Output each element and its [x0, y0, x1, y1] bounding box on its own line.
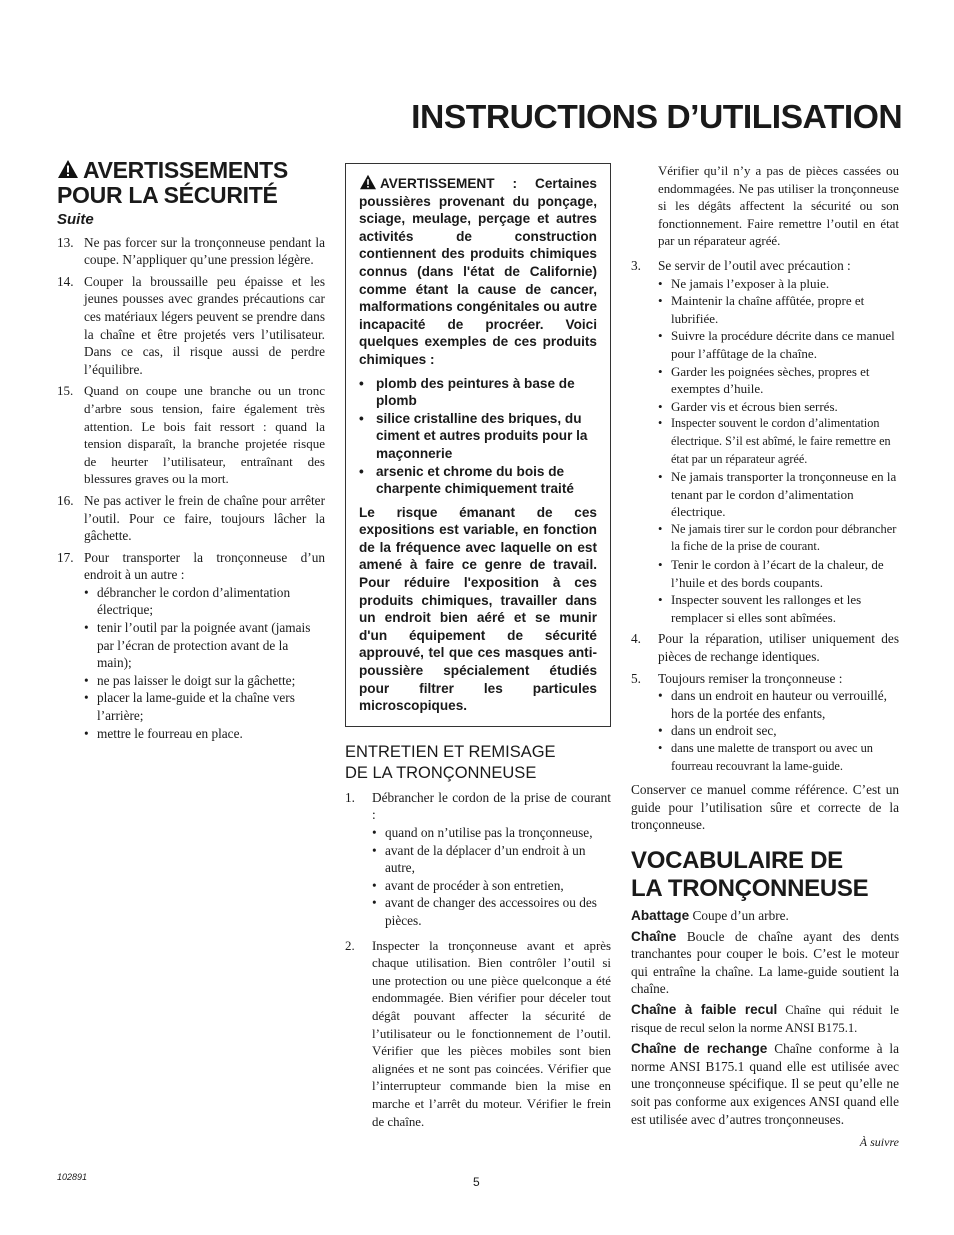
- vocab-definition: Chaîne conforme à la norme ANSI B175.1 quand elle est utilisée avec une tronçonneuse spécifique. Il se peut qu’elle ne soit pas conforme aux exigences ANSI quand elle est utilisée avec d’autres tronçonneuses.: [631, 1041, 899, 1127]
- bullet-item: • Ne jamais transporter la tronçonneuse en la tenant par le cordon d’alimentation électrique.: [671, 468, 899, 521]
- care-bullets: [658, 275, 899, 627]
- item-number: 4.: [631, 631, 641, 647]
- item-text: Pour transporter la tronçonneuse d’un endroit à un autre :: [84, 549, 325, 583]
- vocabulary-heading: [631, 847, 899, 903]
- column-maintenance-vocabulary: [631, 163, 899, 1152]
- storage-bullets: [658, 687, 899, 775]
- item-number: 16.: [57, 492, 74, 508]
- list-item: [631, 670, 899, 776]
- list-item: [57, 273, 325, 379]
- transport-bullets: [84, 584, 325, 742]
- item-number: 1.: [345, 789, 355, 805]
- vocab-definition: Chaîne qui réduit le risque de recul selon la norme ANSI B175.1.: [631, 1002, 899, 1035]
- list-item: [57, 492, 325, 545]
- vocab-term: Chaîne: [631, 928, 677, 944]
- bullet-item: • arsenic et chrome du bois de charpente chimiquement traité: [376, 463, 597, 498]
- vocab-term: Chaîne à faible recul: [631, 1001, 778, 1017]
- list-item: [631, 630, 899, 665]
- warning-exposure-text: Le risque émanant de ces expositions est variable, en fonction de la fréquence avec laquelle on est amené à faire ce genre de travail. Pour réduire l'exposition à ces produits chimiques, travailler dans un endroit bien aéré et se munir d'un équipement de sécurité approuvé, tel que ces masques anti-poussière spécialement étudiés pour filtrer les particules microscopiques.: [359, 504, 597, 714]
- bullet-item: • Maintenir la chaîne affûtée, propre et lubrifiée.: [671, 292, 899, 327]
- item-number: 5.: [631, 670, 641, 686]
- safety-subheading: Suite: [57, 211, 94, 228]
- bullet-item: • Ne jamais l’exposer à la pluie.: [671, 275, 899, 293]
- maintenance-heading: [345, 742, 611, 784]
- bullet-item: • tenir l’outil par la poignée avant (jamais par l’écran de protection avant de la main);: [97, 619, 325, 672]
- item-number: 14.: [57, 273, 74, 289]
- unplug-bullets: [372, 824, 611, 930]
- safety-list: [57, 234, 325, 743]
- safety-heading: [57, 158, 325, 208]
- vocab-definition: Coupe d’un arbre.: [692, 907, 789, 923]
- item-number: 3.: [631, 257, 641, 273]
- list-item: [345, 789, 611, 930]
- bullet-item: • dans un endroit en hauteur ou verrouillé, hors de la portée des enfants,: [671, 687, 899, 722]
- list-item: [57, 234, 325, 269]
- item-text: Toujours remiser la tronçonneuse :: [658, 670, 843, 686]
- bullet-item: • ne pas laisser le doigt sur la gâchette;: [97, 672, 325, 690]
- bullet-item: • plomb des peintures à base de plomb: [376, 375, 597, 410]
- item-text: Pour la réparation, utiliser uniquement des pièces de rechange identiques.: [658, 631, 899, 665]
- maintenance-list-continued: [631, 257, 899, 775]
- vocab-entry: [631, 1001, 899, 1037]
- item-text: Inspecter la tronçonneuse avant et après chaque utilisation. Bien contrôler l’outil si une protection ou une pièce quelconque a été endommagée. Bien vérifier pour déceler tout dégât pouvant affecter la sécurité de l’utilisateur ou le fonctionnement de l’outil. Vérifier que les pièces mobiles sont bien alignées et ne sont pas coincées. Vérifier que l’interrupteur commande bien la mise en marche et l’arrêt du moteur. Vérifier le frein de chaîne.: [372, 938, 611, 1129]
- item2-continued: Vérifier qu’il n’y a pas de pièces cassées ou endommagées. Ne pas utiliser la tronçonneuse si les dégâts affectent la sécurité ou son fonctionnement. Faire remettre l’outil en état par un réparateur agréé.: [658, 164, 899, 249]
- bullet-item: • dans un endroit sec,: [671, 722, 899, 740]
- warning-intro-text: AVERTISSEMENT : Certaines poussières provenant du ponçage, sciage, meulage, perçage et autres activités de construction contiennent des produits chimiques connus (dans l'état de Californie) comme étant la cause de cancer, malformations congénitales ou autre incapacité de procréer. Voici quelques exemples de ces produits chimiques :: [359, 176, 597, 367]
- item-text: Quand on coupe une branche ou un tronc d’arbre sous tension, faire également très attention. Le bois fait ressort : quand la tension disparaît, la branche projetée risque de heurter l’utilisateur, entraînant des blessures graves ou la mort.: [84, 383, 325, 487]
- item-text: Se servir de l’outil avec précaution :: [658, 257, 851, 273]
- bullet-item: • placer la lame-guide et la chaîne vers l’arrière;: [97, 689, 325, 724]
- item-text: Débrancher le cordon de la prise de courant :: [372, 789, 611, 823]
- column-safety-warnings: [57, 158, 325, 746]
- warning-triangle-icon: [57, 159, 79, 179]
- document-code: 102891: [57, 1172, 88, 1182]
- vocab-term: Chaîne de rechange: [631, 1041, 768, 1057]
- vocabulary-list: [631, 907, 899, 1128]
- safety-heading-line2: POUR LA SÉCURITÉ: [57, 182, 278, 208]
- page-title: INSTRUCTIONS D’UTILISATION: [410, 98, 902, 135]
- item-number: 13.: [57, 234, 74, 250]
- chemical-warning-box: [345, 163, 611, 727]
- bullet-item: • mettre le fourreau en place.: [97, 725, 325, 743]
- closing-note: Conserver ce manuel comme référence. C’est un guide pour l’utilisation sûre et correcte de la tronçonneuse.: [631, 782, 899, 833]
- bullet-item: • avant de procéder à son entretien,: [385, 877, 611, 895]
- item-number: 15.: [57, 383, 74, 399]
- column-warning-maintenance: [345, 163, 611, 1135]
- bullet-item: • Inspecter souvent le cordon d’alimentation électrique. S’il est abîmé, le faire remettre en état par un réparateur agréé.: [671, 415, 899, 468]
- item-text: Ne pas activer le frein de chaîne pour arrêter l’outil. Pour ce faire, toujours lâcher la gâchette.: [84, 492, 325, 544]
- page-number: 5: [473, 1175, 480, 1189]
- bullet-item: • Inspecter souvent les rallonges et les remplacer si elles sont abîmées.: [671, 591, 899, 626]
- bullet-item: • avant de la déplacer d’un endroit à un autre,: [385, 842, 611, 877]
- bullet-item: • Ne jamais tirer sur le cordon pour débrancher la fiche de la prise de courant.: [671, 521, 899, 556]
- bullet-item: • Tenir le cordon à l’écart de la chaleur, de l’huile et des bords coupants.: [671, 556, 899, 591]
- vocab-entry: [631, 907, 899, 925]
- item-text: Couper la broussaille peu épaisse et les jeunes pousses avec grandes précautions car ces matériaux légers peuvent se prendre dans la chaîne et être projetés vers l’utilisateur. Dans ce cas, il risque aussi de perdre l’équilibre.: [84, 273, 325, 377]
- continued-note: À suivre: [859, 1135, 899, 1150]
- bullet-item: • Suivre la procédure décrite dans ce manuel pour l’affûtage de la chaîne.: [671, 327, 899, 362]
- warning-intro: [359, 174, 597, 369]
- item-number: 2.: [345, 938, 355, 953]
- vocab-definition: Boucle de chaîne ayant des dents tranchantes pour couper le bois. C’est le moteur qui entraîne la chaîne. La lame-guide soutient la chaîne.: [631, 928, 899, 997]
- list-item: [345, 938, 611, 1132]
- maintenance-heading-line1: ENTRETIEN ET REMISAGE: [345, 742, 556, 761]
- warning-triangle-icon: [359, 174, 377, 190]
- bullet-item: • quand on n’utilise pas la tronçonneuse,: [385, 824, 611, 842]
- bullet-item: • silice cristalline des briques, du ciment et autres produits pour la maçonnerie: [376, 410, 597, 463]
- chemical-list: [359, 375, 597, 498]
- maintenance-heading-line2: DE LA TRONÇONNEUSE: [345, 763, 537, 782]
- item-text: Ne pas forcer sur la tronçonneuse pendant la coupe. N’appliquer qu’une pression légère.: [84, 234, 325, 268]
- safety-heading-line1: AVERTISSEMENTS: [83, 157, 288, 183]
- bullet-item: • avant de changer des accessoires ou des pièces.: [385, 894, 611, 929]
- list-item: [57, 549, 325, 743]
- bullet-item: • débrancher le cordon d’alimentation électrique;: [97, 584, 325, 619]
- list-item: [57, 382, 325, 488]
- vocabulary-heading-line2: LA TRONÇONNEUSE: [631, 874, 869, 902]
- maintenance-list: [345, 789, 611, 1131]
- list-item: [631, 257, 899, 626]
- vocab-entry: [631, 1040, 899, 1128]
- vocab-entry: [631, 928, 899, 998]
- bullet-item: • dans une malette de transport ou avec un fourreau recouvrant la lame-guide.: [671, 740, 899, 775]
- bullet-item: • Garder vis et écrous bien serrés.: [671, 398, 899, 416]
- item-number: 17.: [57, 549, 74, 565]
- vocabulary-heading-line1: VOCABULAIRE DE: [631, 846, 843, 874]
- vocab-term: Abattage: [631, 907, 690, 923]
- bullet-item: • Garder les poignées sèches, propres et exemptes d’huile.: [671, 363, 899, 398]
